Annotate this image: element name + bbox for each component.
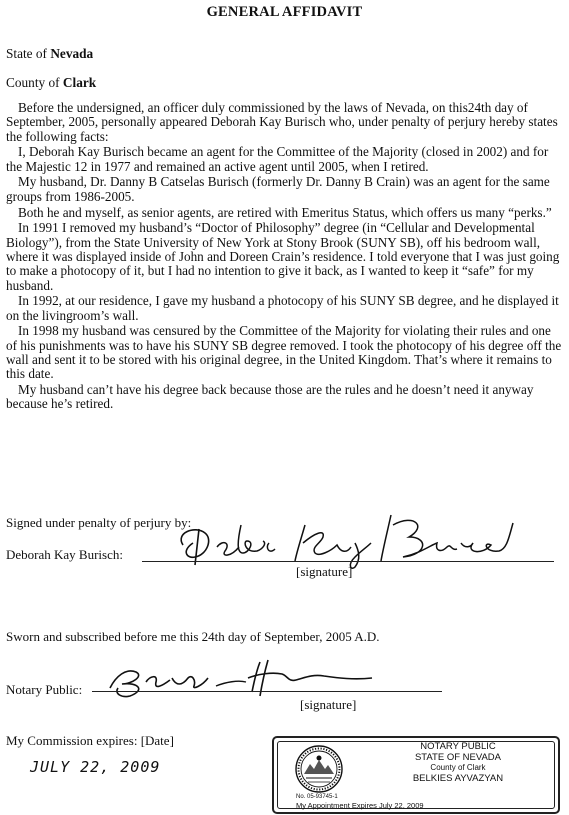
notary-label: Notary Public: (6, 682, 83, 697)
notary-signature (92, 652, 472, 702)
state-line (6, 46, 93, 62)
commission-label: My Commission expires: [Date] (6, 733, 174, 748)
seal-expiry: My Appointment Expires July 22, 2009 (296, 801, 424, 810)
seal-line-2: STATE OF NEVADA (414, 751, 502, 763)
signature-caption: [signature] (296, 564, 353, 579)
paragraph: My husband can’t have his degree back because those are the rules and he doesn’t need it anyway because he’s retired. (6, 382, 534, 412)
paragraph: Before the undersigned, an officer duly commissioned by the laws of Nevada, on this24th day of September, 2005, personally appeared Deborah Kay Burisch who, under penalty of perjury hereby states the following facts: (6, 100, 558, 144)
county-line (6, 75, 96, 91)
document-title: GENERAL AFFIDAVIT (206, 4, 363, 20)
paragraph: In 1992, at our residence, I gave my husband a photocopy of his SUNY SB degree, and he displayed it on the livingroom’s wall. (6, 293, 559, 323)
signed-statement: Signed under penalty of perjury by: (6, 515, 192, 530)
paragraph: In 1998 my husband was censured by the Committee of the Majority for violating their rules and one of his punishments was to have his SUNY SB degree removed. I took the photocopy of his degree off the wall and sent it to be stored with his original degree, in the United Kingdom. That’s where it remains to this date. (6, 323, 562, 382)
seal-line-3: County of Clark (430, 763, 486, 772)
paragraph: My husband, Dr. Danny B Catselas Burisch (formerly Dr. Danny B Crain) was an agent for the same groups from 1986-2005. (6, 174, 550, 204)
paragraph: I, Deborah Kay Burisch became an agent for the Committee of the Majority (closed in 2002) and for the Majestic 12 in 1977 and remained an active agent until 2005, when I retired. (6, 144, 549, 174)
seal-line-4: BELKIES AYVAZYAN (412, 772, 504, 784)
county-name: Clark (62, 75, 97, 90)
signer-label: Deborah Kay Burisch: (6, 547, 123, 562)
seal-text (366, 742, 550, 784)
sworn-statement: Sworn and subscribed before me this 24th day of September, 2005 A.D. (6, 629, 380, 644)
signer-signature (165, 503, 525, 573)
notary-signature-line (92, 691, 442, 692)
state-prefix: State of (6, 46, 51, 61)
paragraph: Both he and myself, as senior agents, are retired with Emeritus Status, which offers us many “perks.” (18, 204, 552, 220)
seal-number: No. 05-93745-1 (296, 794, 338, 800)
signature-caption: [signature] (300, 697, 357, 712)
affidavit-body (6, 101, 563, 413)
handwritten-date: JULY 22, 2009 (30, 758, 161, 776)
notary-seal (272, 736, 560, 814)
paragraph: In 1991 I removed my husband’s “Doctor of Philosophy” degree (in “Cellular and Developmental Biology”), from the State University of New York at Stony Brook (SUNY SB), off his bedroom wall, where it was displayed inside of John and Doreen Crain’s residence. I told everyone that I was just going to make a photocopy of it, but I had no intention to give it back, as I wanted to keep it “safe” for my husband. (6, 220, 560, 293)
nevada-state-seal-icon (290, 744, 348, 794)
county-prefix: County of (6, 75, 63, 90)
signer-signature-line (142, 561, 554, 562)
state-name: Nevada (50, 46, 94, 61)
seal-line-1: NOTARY PUBLIC (420, 741, 496, 752)
